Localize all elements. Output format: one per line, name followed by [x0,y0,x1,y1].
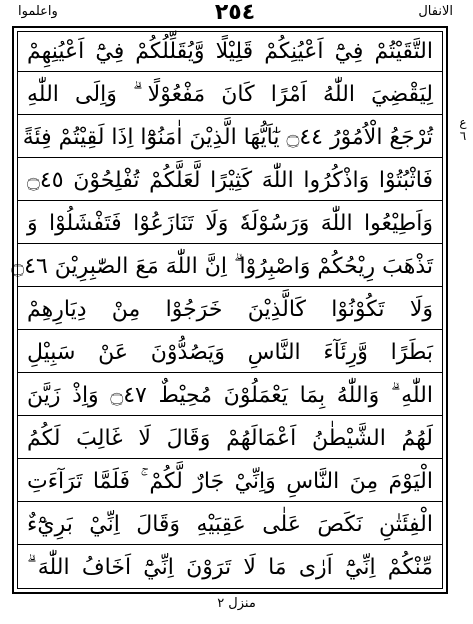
text-line: لِيَقْضِيَ اللّٰهُ اَمْرًا كَانَ مَفْعُوْلًا ۗ وَاِلَى اللّٰهِ [17,74,443,115]
text-line: وَلَا تَكُوْنُوْا كَالَّذِيْنَ خَرَجُوْا مِنْ دِيَارِهِمْ [17,289,443,330]
surah-name: الانفال [418,4,453,19]
text-line: تَذْهَبَ رِيْحُكُمْ وَاصْبِرُوْا ۗ اِنَّ اللّٰهَ مَعَ الصّٰبِرِيْنَ ۝٤٦ [17,246,443,287]
text-line: وَاَطِيْعُوا اللّٰهَ وَرَسُوْلَهٗ وَلَا تَنَازَعُوْا فَتَفْشَلُوْا وَ [17,203,443,244]
text-line: الْفِئَتٰنِ نَكَصَ عَلٰى عَقِبَيْهِ وَقَالَ اِنِّيْ بَرِيْٓءٌ [17,504,443,545]
manzil-footer: منزل ٢ [217,596,256,611]
text-line: التَّقَيْتُمْ فِيْٓ اَعْيُنِكُمْ قَلِيْلًا وَّيُقَلِّلُكُمْ فِيْٓ اَعْيُنِهِمْ [17,31,443,72]
text-line: بَطَرًا وَّرِئَآءَ النَّاسِ وَيَصُدُّوْنَ عَنْ سَبِيْلِ [17,332,443,373]
ruku-marker: ع ٦ [459,115,467,143]
text-line: مِّنْكُمْ اِنِّيْٓ اَرٰى مَا لَا تَرَوْنَ اِنِّيْٓ اَخَافُ اللّٰهَ ۗ [27,555,433,580]
text-line: تُرْجَعُ الْاُمُوْرُ ۝٤٤ يٰٓاَيُّهَا الَّذِيْنَ اٰمَنُوْٓا اِذَا لَقِيْتُمْ فِئَةً [17,117,443,158]
text-line: الْيَوْمَ مِنَ النَّاسِ وَاِنِّيْ جَارٌ لَّكُمْ ۚ فَلَمَّا تَرَآءَتِ [17,461,443,502]
text-line: فَاثْبُتُوْا وَاذْكُرُوا اللّٰهَ كَثِيْرًا لَّعَلَّكُمْ تُفْلِحُوْنَ ۝٤٥ [17,160,443,201]
juz-name: واعلموا [18,4,58,19]
text-line: اللّٰهِ ۗ وَاللّٰهُ بِمَا يَعْمَلُوْنَ مُحِيْطٌ ۝٤٧ وَاِذْ زَيَّنَ [17,375,443,416]
text-body [11,31,443,589]
page-number: ٢٥٤ [214,0,256,25]
text-line: لَهُمُ الشَّيْطٰنُ اَعْمَالَهُمْ وَقَالَ لَا غَالِبَ لَكُمُ [17,418,443,459]
